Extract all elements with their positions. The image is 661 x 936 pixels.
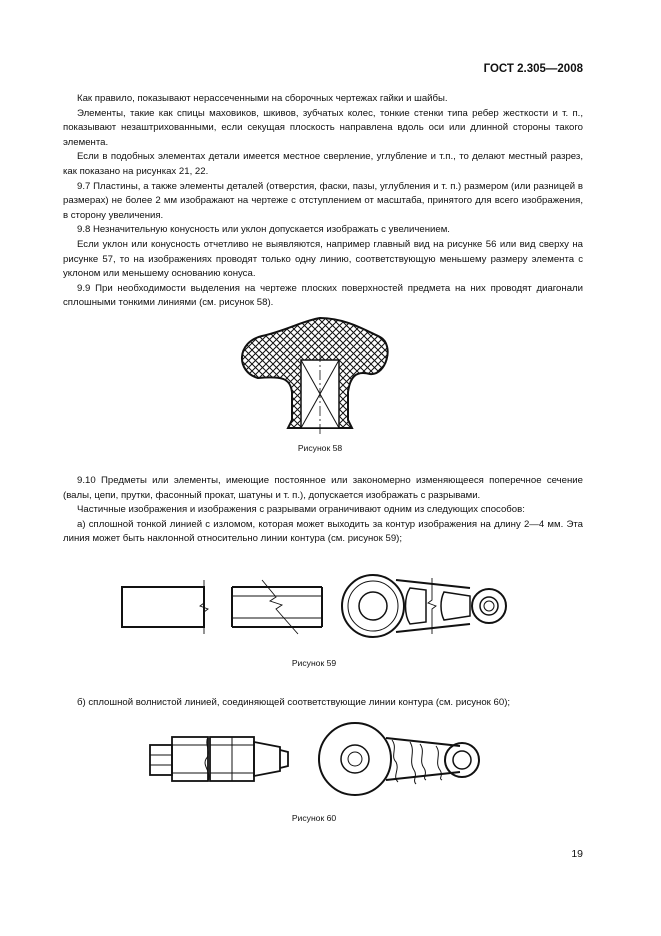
paragraph: а) сплошной тонкой линией с изломом, которая может выходить за контур изображения на длину 2—4 мм. Эта линия может быть наклонной относительно линии контура (см. рисунок 59); bbox=[63, 518, 583, 545]
figure-59-drawing bbox=[122, 575, 506, 637]
paragraph: Если уклон или конусность отчетливо не выявляются, например главный вид на рисунке 56 или вид сверху на рисунке 57, то на изображениях проводят только одну линию, соответствующую меньшему размеру элемента с уклоном или меньшему основанию конуса. bbox=[63, 238, 583, 280]
paragraph: Частичные изображения и изображения с разрывами ограничивают одним из следующих способов: bbox=[77, 504, 525, 516]
text-block-1 bbox=[63, 92, 583, 311]
paragraph: 9.9 При необходимости выделения на чертеже плоских поверхностей предмета на них проводят диагонали сплошными тонкими линиями (см. рисунок 58). bbox=[63, 282, 583, 309]
figure-59-caption: Рисунок 59 bbox=[291, 658, 337, 668]
figure-58-caption: Рисунок 58 bbox=[297, 443, 343, 453]
text-block-2 bbox=[63, 474, 583, 547]
paragraph: 9.10 Предметы или элементы, имеющие постоянное или закономерно изменяющееся поперечное сечение (валы, цепи, прутки, фасонный прокат, шатуны и т. п.), допускается изображать с разрывами. bbox=[63, 475, 583, 501]
paragraph: Если в подобных элементах детали имеется местное сверление, углубление и т.п., то делают местный разрез, как показано на рисунках 21, 22. bbox=[63, 151, 583, 177]
break-line bbox=[428, 578, 436, 634]
figure-60-drawing bbox=[150, 723, 479, 795]
paragraph: б) сплошной волнистой линией, соединяющей соответствующие линии контура (см. рисунок 60); bbox=[77, 697, 511, 708]
paragraph: 9.7 Пластины, а также элементы деталей (отверстия, фаски, пазы, углубления и т. п.) размером (или разницей в размерах) не более 2 мм изображают на чертеже с отступлением от масштаба, принятого для всего изображения, в сторону увеличения. bbox=[63, 180, 583, 221]
page-number: 19 bbox=[571, 848, 583, 860]
paragraph: Элементы, такие как спицы маховиков, шкивов, зубчатых колес, тонкие стенки типа ребер жесткости и т. п., показывают незаштрихованными, если секущая плоскость направлена вдоль оси или длинной стороны такого элемента. bbox=[63, 107, 583, 148]
paragraph: Как правило, показывают нерассеченными на сборочных чертежах гайки и шайбы. bbox=[77, 93, 448, 104]
bar-part bbox=[122, 587, 204, 627]
break-line bbox=[262, 580, 298, 634]
small-boss bbox=[472, 589, 506, 623]
figure-58-drawing bbox=[242, 318, 388, 436]
text-block-3 bbox=[63, 696, 583, 711]
document-header: ГОСТ 2.305—2008 bbox=[483, 63, 583, 75]
figure-60-caption: Рисунок 60 bbox=[291, 813, 337, 823]
paragraph: 9.8 Незначительную конусность или уклон допускается изображать с увеличением. bbox=[77, 224, 450, 236]
large-boss bbox=[342, 575, 404, 637]
